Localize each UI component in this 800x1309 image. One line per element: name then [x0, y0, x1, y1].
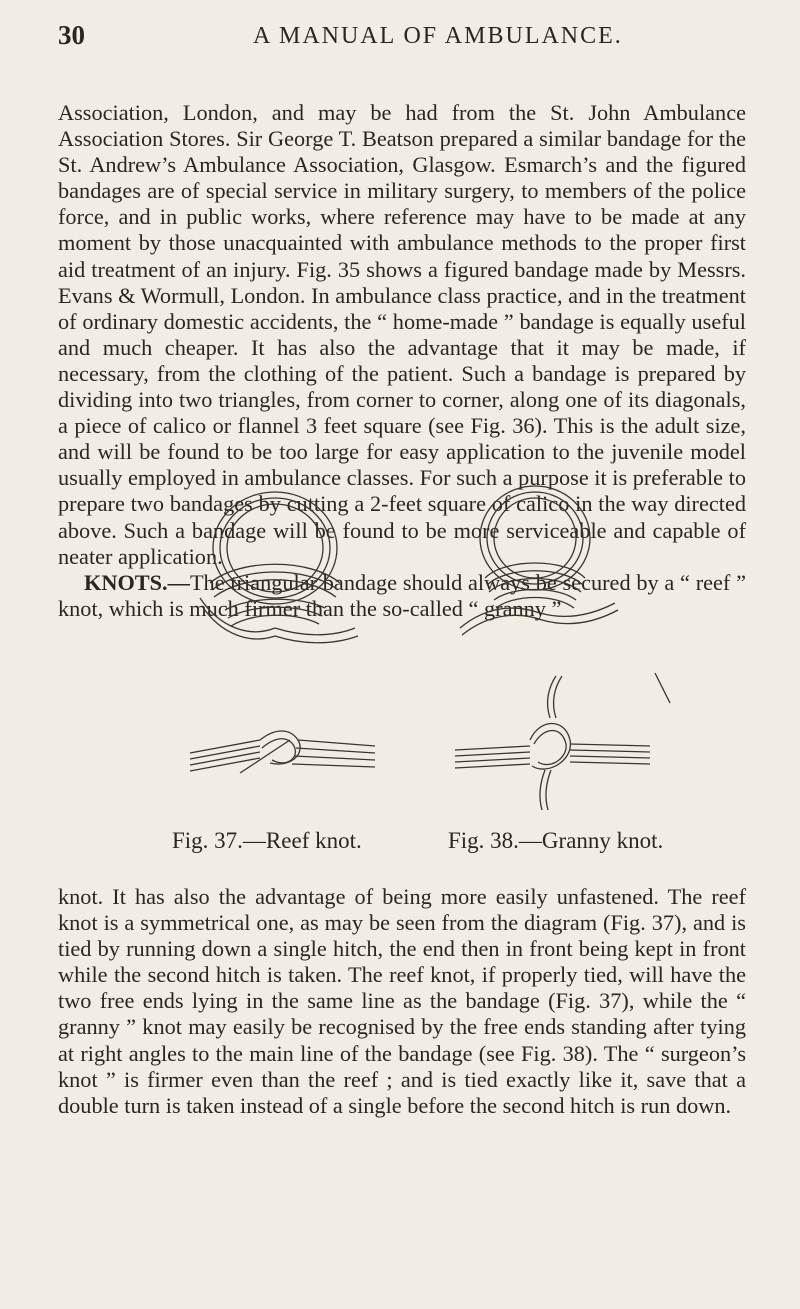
- granny-knot-illustration: [450, 478, 680, 818]
- reef-knot-illustration: [180, 478, 380, 818]
- paragraph-1-text: Association, London, and may be had from the St. John Ambulance Association Stores. Sir George T. Beatson prepared a similar bandage for the St. Andrew’s Ambulance Association, Glasgow. Esmarch’s and the figured bandages are of special service in military surgery, to members of the police force, and in public works, where reference may have to be made at any moment by those unacquainted with ambulance methods to the proper first aid treatment of an injury. Fig. 35 shows a figured bandage made by Messrs. Evans & Wormull, London. In ambulance class practice, and in the treatment of ordinary domestic accidents, the “ home-made ” bandage is equally useful and much cheaper. It has also the advantage that it may be made, if necessary, from the clothing of the patient. Such a bandage is prepared by dividing into two triangles, from corner to corner, along one of its diagonals, a piece of calico or flannel 3 feet square (see Fig. 36). This is the adult size, and will be found to be too large for easy application to the juvenile model usually employed in ambulance classes. For such a purpose it is preferable to prepare two bandages by cutting a 2-feet square of calico in the way directed above. Such a bandage will be found to be more serviceable and capable of neater application.: [58, 100, 746, 569]
- granny-knot-figure: [448, 478, 680, 853]
- paragraph-knots: [58, 884, 746, 1119]
- page-header: [58, 14, 748, 54]
- knots-text: The triangular bandage should always be secured by a “ reef ” knot, which is much firmer than the so-called “ granny ”: [58, 569, 746, 621]
- running-head: A MANUAL OF AMBULANCE.: [253, 23, 623, 49]
- page-number: 30: [58, 20, 85, 50]
- fig38-caption: Fig. 38.—Granny knot.: [448, 828, 664, 853]
- fig37-caption: Fig. 37.—Reef knot.: [172, 828, 362, 853]
- paragraph-2-text: knot. It has also the advantage of being more easily unfastened. The reef knot is a symmetrical one, as may be seen from the diagram (Fig. 37), and is tied by running down a single hitch, the end then in front being kept in front while the second hitch is taken. The reef knot, if properly tied, will have the two free ends lying in the same line as the bandage (Fig. 37), while the “ granny ” knot may easily be recognised by the free ends standing after tying at right angles to the main line of the bandage (see Fig. 38). The “ surgeon’s knot ” is firmer even than the reef ; and is tied exactly like it, save that a double turn is taken instead of a single before the second hitch is run down.: [58, 884, 746, 1118]
- knots-heading: KNOTS.—: [84, 569, 190, 595]
- reef-knot-figure: [172, 478, 380, 853]
- knot-figures: [160, 478, 680, 858]
